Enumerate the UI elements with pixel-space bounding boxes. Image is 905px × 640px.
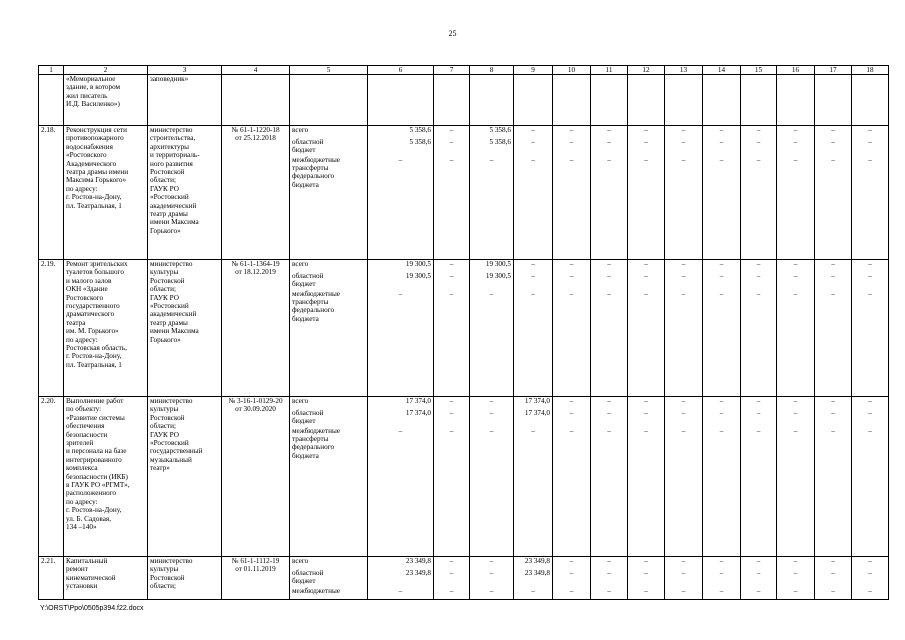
dash-cell: – (434, 138, 470, 156)
dash-cell: – (434, 272, 470, 290)
table-cell (514, 75, 553, 126)
column-number: 12 (628, 66, 665, 75)
object-name-cell: Выполнение работ по объекту: «Развитие системы обеспечения безопасности зрителей и персонала на базе интегрированного комплекса безопасности (ИКБ) в ГАУК РО «РГМТ», расположенного по адресу: г. Ростов-на-Дону, ул. Б. Садовая, 134 –140» (64, 397, 148, 557)
dash-cell: – (514, 138, 553, 156)
table-cell (628, 75, 665, 126)
dash-cell: – (777, 138, 815, 156)
dash-cell: – (553, 557, 591, 569)
dash-cell: – (777, 156, 815, 260)
dash-cell: – (553, 126, 591, 138)
table-cell (290, 75, 368, 126)
dash-cell: – (665, 587, 703, 600)
dash-cell: – (591, 156, 628, 260)
dash-cell: – (628, 290, 665, 397)
funding-source-cell: областной бюджет (290, 138, 368, 156)
table-cell (852, 75, 889, 126)
dash-cell: – (741, 126, 777, 138)
dash-cell: – (434, 397, 470, 409)
dash-cell: – (553, 290, 591, 397)
dash-cell: – (591, 427, 628, 557)
column-number: 8 (470, 66, 514, 75)
dash-cell: – (815, 272, 852, 290)
dash-cell: – (665, 290, 703, 397)
dash-cell: – (703, 126, 741, 138)
amount-cell: 23 349,8 (514, 557, 553, 569)
dash-cell: – (514, 126, 553, 138)
dash-cell: – (591, 126, 628, 138)
organization-cell: заповедник» (148, 75, 222, 126)
dash-cell: – (434, 290, 470, 397)
continuation-row (39, 75, 889, 126)
dash-cell: – (741, 409, 777, 427)
dash-cell: – (815, 409, 852, 427)
dash-cell: – (434, 427, 470, 557)
column-number: 11 (591, 66, 628, 75)
dash-cell: – (703, 138, 741, 156)
dash-cell: – (434, 409, 470, 427)
dash-cell: – (741, 290, 777, 397)
column-number: 1 (39, 66, 64, 75)
column-number: 4 (222, 66, 290, 75)
dash-cell: – (553, 138, 591, 156)
amount-cell: 19 300,5 (470, 272, 514, 290)
dash-cell: – (703, 587, 741, 600)
column-number: 3 (148, 66, 222, 75)
amount-cell: 19 300,5 (470, 260, 514, 272)
dash-cell: – (591, 260, 628, 272)
amount-cell: 17 374,0 (368, 409, 434, 427)
dash-cell: – (815, 260, 852, 272)
column-number: 14 (703, 66, 741, 75)
dash-cell: – (553, 260, 591, 272)
table-cell (741, 75, 777, 126)
dash-cell: – (741, 557, 777, 569)
dash-cell: – (741, 427, 777, 557)
dash-cell: – (470, 290, 514, 397)
dash-cell: – (852, 260, 889, 272)
table-cell (591, 75, 628, 126)
dash-cell: – (368, 427, 434, 557)
dash-cell: – (703, 409, 741, 427)
dash-cell: – (703, 290, 741, 397)
dash-cell: – (741, 397, 777, 409)
amount-cell: 23 349,8 (368, 569, 434, 587)
funding-source-cell: межбюджетные трансферты федерального бюджета (290, 290, 368, 397)
dash-cell: – (665, 409, 703, 427)
dash-cell: – (703, 397, 741, 409)
dash-cell: – (628, 427, 665, 557)
dash-cell: – (777, 409, 815, 427)
dash-cell: – (628, 587, 665, 600)
dash-cell: – (852, 397, 889, 409)
dash-cell: – (628, 272, 665, 290)
dash-cell: – (470, 557, 514, 569)
amount-cell: 5 358,6 (470, 138, 514, 156)
dash-cell: – (553, 569, 591, 587)
dash-cell: – (777, 260, 815, 272)
dash-cell: – (852, 427, 889, 557)
column-number-row (39, 66, 889, 75)
table-row (39, 126, 889, 138)
dash-cell: – (777, 126, 815, 138)
dash-cell: – (553, 409, 591, 427)
dash-cell: – (815, 397, 852, 409)
object-name-cell: Реконструкция сети противопожарного водоснабжения «Ростовского Академического театра драмы имени Максима Горького» по адресу: г. Ростов-на-Дону, пл. Театральная, 1 (64, 126, 148, 260)
dash-cell: – (665, 427, 703, 557)
table-row (39, 397, 889, 409)
file-path-footer: Y:\ORST\Ppo\0505p394.f22.docx (40, 605, 144, 612)
document-number-cell: № 61-1-1112-19 от 01.11.2019 (222, 557, 290, 600)
table-cell (39, 75, 64, 126)
dash-cell: – (665, 272, 703, 290)
dash-cell: – (470, 569, 514, 587)
funding-source-cell: областной бюджет (290, 409, 368, 427)
dash-cell: – (815, 138, 852, 156)
dash-cell: – (703, 156, 741, 260)
amount-cell: 23 349,8 (368, 557, 434, 569)
dash-cell: – (628, 569, 665, 587)
dash-cell: – (514, 272, 553, 290)
dash-cell: – (628, 260, 665, 272)
investment-table (38, 65, 889, 600)
dash-cell: – (514, 290, 553, 397)
dash-cell: – (434, 156, 470, 260)
dash-cell: – (852, 272, 889, 290)
dash-cell: – (665, 126, 703, 138)
dash-cell: – (741, 138, 777, 156)
row-number-cell: 2.19. (39, 260, 64, 397)
dash-cell: – (741, 156, 777, 260)
row-number-cell: 2.18. (39, 126, 64, 260)
dash-cell: – (741, 272, 777, 290)
dash-cell: – (591, 557, 628, 569)
dash-cell: – (815, 156, 852, 260)
table-row (39, 557, 889, 569)
dash-cell: – (852, 409, 889, 427)
table-row (39, 260, 889, 272)
dash-cell: – (777, 569, 815, 587)
funding-source-cell: всего (290, 557, 368, 569)
table-cell (368, 75, 434, 126)
dash-cell: – (553, 397, 591, 409)
dash-cell: – (628, 397, 665, 409)
dash-cell: – (703, 557, 741, 569)
dash-cell: – (591, 272, 628, 290)
column-number: 17 (815, 66, 852, 75)
dash-cell: – (591, 138, 628, 156)
dash-cell: – (553, 272, 591, 290)
dash-cell: – (703, 272, 741, 290)
dash-cell: – (777, 587, 815, 600)
dash-cell: – (815, 557, 852, 569)
dash-cell: – (434, 126, 470, 138)
dash-cell: – (434, 569, 470, 587)
column-number: 13 (665, 66, 703, 75)
table-cell (703, 75, 741, 126)
dash-cell: – (852, 138, 889, 156)
dash-cell: – (703, 569, 741, 587)
dash-cell: – (777, 290, 815, 397)
document-number-cell: № 61-1-1220-18 от 25.12.2018 (222, 126, 290, 260)
dash-cell: – (514, 587, 553, 600)
dash-cell: – (628, 126, 665, 138)
document-number-cell: № 61-1-1364-19 от 18.12.2019 (222, 260, 290, 397)
organization-cell: министерство культуры Ростовской области; ГАУК РО «Ростовский академический театр драмы имени Максима Горького» (148, 260, 222, 397)
amount-cell: 17 374,0 (514, 397, 553, 409)
organization-cell: министерство культуры Ростовской области; (148, 557, 222, 600)
dash-cell: – (777, 397, 815, 409)
dash-cell: – (815, 290, 852, 397)
amount-cell: 5 358,6 (470, 126, 514, 138)
dash-cell: – (514, 156, 553, 260)
dash-cell: – (777, 427, 815, 557)
dash-cell: – (470, 409, 514, 427)
dash-cell: – (553, 156, 591, 260)
dash-cell: – (665, 569, 703, 587)
column-number: 18 (852, 66, 889, 75)
funding-source-cell: всего (290, 397, 368, 409)
object-name-cell: Ремонт зрительских туалетов большого и малого залов ОКН «Здание Ростовского государственного драматического театра им. М. Горького» по адресу: Ростовская область, г. Ростов-на-Дону, пл. Театральная, 1 (64, 260, 148, 397)
table-cell (815, 75, 852, 126)
dash-cell: – (514, 260, 553, 272)
column-number: 16 (777, 66, 815, 75)
document-number-cell: № 3-16-1-0129-20 от 30.09.2020 (222, 397, 290, 557)
column-number: 10 (553, 66, 591, 75)
dash-cell: – (591, 587, 628, 600)
column-number: 2 (64, 66, 148, 75)
dash-cell: – (628, 557, 665, 569)
dash-cell: – (703, 427, 741, 557)
amount-cell: 5 358,6 (368, 138, 434, 156)
table-cell (665, 75, 703, 126)
dash-cell: – (470, 397, 514, 409)
dash-cell: – (591, 409, 628, 427)
dash-cell: – (368, 290, 434, 397)
amount-cell: 19 300,5 (368, 260, 434, 272)
row-number-cell: 2.20. (39, 397, 64, 557)
dash-cell: – (777, 557, 815, 569)
dash-cell: – (470, 156, 514, 260)
dash-cell: – (470, 427, 514, 557)
amount-cell: 5 358,6 (368, 126, 434, 138)
dash-cell: – (665, 138, 703, 156)
dash-cell: – (665, 397, 703, 409)
amount-cell: 19 300,5 (368, 272, 434, 290)
dash-cell: – (703, 260, 741, 272)
dash-cell: – (852, 557, 889, 569)
dash-cell: – (741, 587, 777, 600)
dash-cell: – (852, 126, 889, 138)
dash-cell: – (553, 427, 591, 557)
dash-cell: – (665, 557, 703, 569)
dash-cell: – (852, 156, 889, 260)
dash-cell: – (777, 272, 815, 290)
dash-cell: – (591, 290, 628, 397)
organization-cell: министерство культуры Ростовской области; ГАУК РО «Ростовский государственный музыкальный театр» (148, 397, 222, 557)
funding-source-cell: межбюджетные (290, 587, 368, 600)
dash-cell: – (741, 260, 777, 272)
dash-cell: – (815, 587, 852, 600)
dash-cell: – (368, 156, 434, 260)
dash-cell: – (852, 587, 889, 600)
dash-cell: – (628, 138, 665, 156)
organization-cell: министерство строительства, архитектуры и территориаль- ного развития Ростовской области; ГАУК РО «Ростовский академический театр драмы имени Максима Горького» (148, 126, 222, 260)
table-cell (553, 75, 591, 126)
dash-cell: – (852, 569, 889, 587)
dash-cell: – (553, 587, 591, 600)
dash-cell: – (741, 569, 777, 587)
row-number-cell: 2.21. (39, 557, 64, 600)
dash-cell: – (852, 290, 889, 397)
amount-cell: 17 374,0 (514, 409, 553, 427)
funding-source-cell: всего (290, 260, 368, 272)
funding-source-cell: областной бюджет (290, 272, 368, 290)
funding-source-cell: межбюджетные трансферты федерального бюджета (290, 156, 368, 260)
dash-cell: – (591, 397, 628, 409)
dash-cell: – (628, 156, 665, 260)
table-cell (434, 75, 470, 126)
dash-cell: – (665, 260, 703, 272)
column-number: 5 (290, 66, 368, 75)
dash-cell: – (434, 260, 470, 272)
funding-source-cell: всего (290, 126, 368, 138)
dash-cell: – (434, 557, 470, 569)
dash-cell: – (815, 569, 852, 587)
dash-cell: – (470, 587, 514, 600)
funding-source-cell: межбюджетные трансферты федерального бюджета (290, 427, 368, 557)
dash-cell: – (815, 427, 852, 557)
table-cell (222, 75, 290, 126)
object-name-cell: Капитальный ремонт кинематической установки (64, 557, 148, 600)
column-number: 15 (741, 66, 777, 75)
column-number: 6 (368, 66, 434, 75)
dash-cell: – (628, 409, 665, 427)
dash-cell: – (368, 587, 434, 600)
funding-source-cell: областной бюджет (290, 569, 368, 587)
page-number: 25 (448, 29, 457, 38)
column-number: 7 (434, 66, 470, 75)
amount-cell: 17 374,0 (368, 397, 434, 409)
dash-cell: – (815, 126, 852, 138)
column-number: 9 (514, 66, 553, 75)
amount-cell: 23 349,8 (514, 569, 553, 587)
object-name-cell: «Мемориальное здание, в котором жил писатель И.Д. Василенко») (64, 75, 148, 126)
table-cell (777, 75, 815, 126)
dash-cell: – (434, 587, 470, 600)
table-cell (470, 75, 514, 126)
dash-cell: – (665, 156, 703, 260)
dash-cell: – (591, 569, 628, 587)
dash-cell: – (514, 427, 553, 557)
